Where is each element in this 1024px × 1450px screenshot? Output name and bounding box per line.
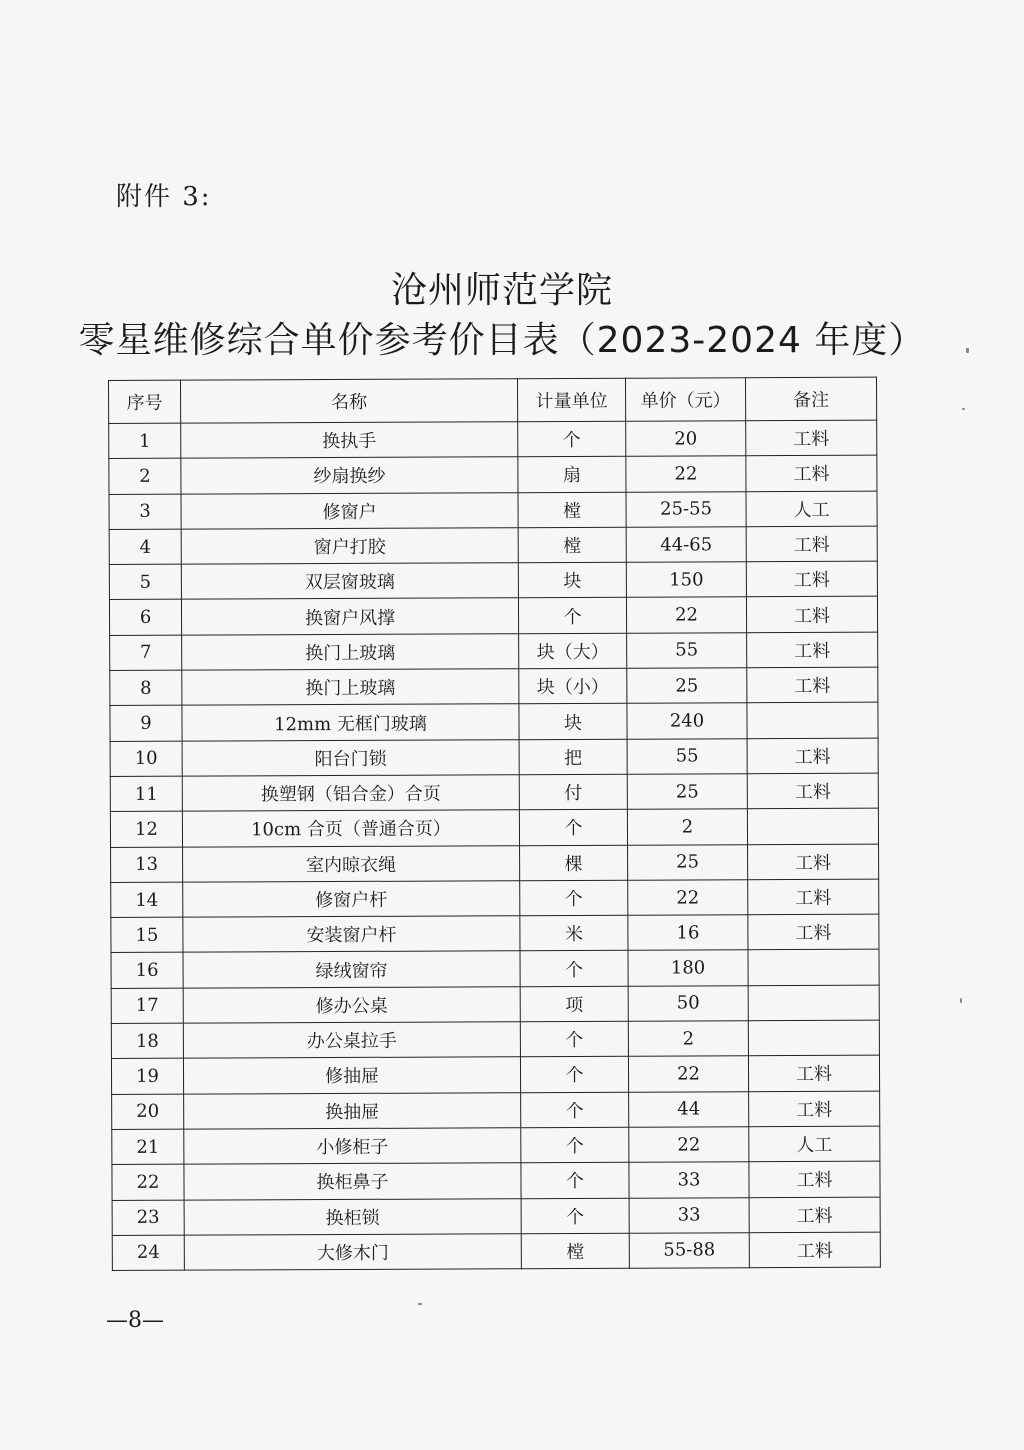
cell-remarks: 工料 (747, 738, 878, 774)
cell-remarks: 人工 (746, 491, 877, 527)
document-title-institution: 沧州师范学院 (390, 270, 613, 311)
cell-remarks (748, 985, 879, 1021)
table-row (111, 1020, 879, 1059)
cell-unit: 付 (519, 774, 627, 810)
cell-item-name: 换窗户风撑 (181, 598, 518, 635)
cell-serial-number: 20 (112, 1094, 184, 1130)
header-unit: 计量单位 (517, 378, 625, 421)
cell-item-name: 大修木门 (184, 1234, 521, 1271)
cell-remarks: 工料 (746, 526, 877, 562)
cell-remarks (748, 950, 879, 986)
cell-serial-number: 19 (111, 1059, 183, 1095)
cell-item-name: 绿绒窗帘 (183, 951, 520, 988)
cell-remarks: 工料 (749, 1232, 880, 1268)
table-row (111, 914, 879, 953)
cell-serial-number: 10 (110, 741, 182, 777)
table-row (109, 491, 877, 530)
cell-unit: 块 (518, 562, 626, 598)
scan-speck (418, 1303, 422, 1305)
table-row (110, 738, 878, 777)
cell-item-name: 换抽屉 (184, 1092, 521, 1129)
cell-remarks: 工料 (747, 632, 878, 668)
table-row (110, 667, 878, 706)
cell-item-name: 换柜鼻子 (184, 1163, 521, 1200)
cell-unit-price: 16 (628, 915, 748, 951)
cell-item-name: 小修柜子 (184, 1128, 521, 1165)
cell-unit-price: 240 (627, 703, 747, 739)
cell-serial-number: 6 (109, 600, 181, 636)
cell-unit-price: 150 (626, 562, 746, 598)
table-row (111, 844, 879, 883)
cell-item-name: 换柜锁 (184, 1198, 521, 1235)
cell-serial-number: 9 (110, 706, 182, 742)
cell-unit: 把 (519, 739, 627, 775)
cell-serial-number: 22 (112, 1164, 184, 1200)
cell-item-name: 阳台门锁 (182, 739, 519, 776)
cell-remarks: 工料 (747, 667, 878, 703)
cell-serial-number: 3 (109, 494, 181, 530)
cell-unit-price: 44-65 (626, 527, 746, 563)
scan-speck (960, 998, 962, 1003)
cell-serial-number: 16 (111, 953, 183, 989)
cell-unit: 个 (521, 1162, 629, 1198)
cell-item-name: 修窗户 (181, 492, 518, 529)
table-row (109, 526, 877, 565)
header-remarks: 备注 (745, 377, 876, 421)
cell-item-name: 室内晾衣绳 (183, 845, 520, 882)
cell-serial-number: 2 (109, 458, 181, 494)
cell-serial-number: 7 (110, 635, 182, 671)
cell-serial-number: 11 (110, 776, 182, 812)
table-row (111, 985, 879, 1024)
cell-unit: 棵 (520, 845, 628, 881)
cell-item-name: 换门上玻璃 (182, 633, 519, 670)
cell-unit-price: 55-88 (629, 1233, 749, 1269)
cell-unit-price: 2 (628, 1021, 748, 1057)
cell-item-name: 纱扇换纱 (181, 457, 518, 494)
table-row (112, 1197, 880, 1236)
cell-item-name: 12mm 无框门玻璃 (182, 704, 519, 741)
table-row (110, 808, 878, 847)
cell-remarks: 工料 (749, 1161, 880, 1197)
cell-remarks: 工料 (748, 879, 879, 915)
table-row (112, 1126, 880, 1165)
cell-item-name: 换塑钢（铝合金）合页 (182, 775, 519, 812)
cell-item-name: 换执手 (181, 422, 518, 459)
cell-serial-number: 21 (112, 1129, 184, 1165)
cell-item-name: 办公桌拉手 (183, 1022, 520, 1059)
cell-serial-number: 24 (112, 1235, 184, 1271)
table-row (111, 879, 879, 918)
table-row (110, 632, 878, 671)
cell-remarks: 工料 (746, 420, 877, 456)
cell-serial-number: 12 (110, 811, 182, 847)
cell-remarks: 人工 (749, 1126, 880, 1162)
cell-unit: 樘 (521, 1233, 629, 1269)
cell-unit-price: 22 (628, 1056, 748, 1092)
table-row (112, 1161, 880, 1200)
table-row (111, 1055, 879, 1094)
scan-speck (966, 348, 969, 353)
document-title-price-list: 零星维修综合单价参考价目表（2023-2024 年度） (78, 320, 926, 361)
cell-unit-price: 20 (626, 421, 746, 457)
cell-unit: 米 (520, 915, 628, 951)
cell-unit: 樘 (518, 492, 626, 528)
cell-remarks: 工料 (746, 455, 877, 491)
cell-unit-price: 44 (629, 1091, 749, 1127)
cell-serial-number: 4 (109, 529, 181, 565)
cell-unit: 块（大） (519, 633, 627, 669)
table-row (110, 773, 878, 812)
cell-unit-price: 22 (626, 456, 746, 492)
cell-unit: 个 (521, 1198, 629, 1234)
cell-remarks: 工料 (748, 914, 879, 950)
table-row (109, 597, 877, 636)
cell-unit: 个 (520, 1021, 628, 1057)
cell-unit: 樘 (518, 527, 626, 563)
cell-serial-number: 17 (111, 988, 183, 1024)
cell-unit: 个 (520, 1057, 628, 1093)
cell-remarks: 工料 (747, 773, 878, 809)
cell-unit-price: 22 (628, 880, 748, 916)
table-row (112, 1091, 880, 1130)
table-row (111, 950, 879, 989)
cell-serial-number: 23 (112, 1200, 184, 1236)
cell-remarks (748, 1020, 879, 1056)
table-row (112, 1232, 880, 1271)
cell-unit: 个 (520, 951, 628, 987)
cell-item-name: 修窗户杆 (183, 881, 520, 918)
cell-unit: 个 (521, 1092, 629, 1128)
cell-remarks: 工料 (749, 1197, 880, 1233)
cell-item-name: 安装窗户杆 (183, 916, 520, 953)
cell-serial-number: 13 (111, 847, 183, 883)
table-row (109, 420, 877, 459)
cell-unit-price: 22 (629, 1127, 749, 1163)
cell-item-name: 修办公桌 (183, 986, 520, 1023)
cell-serial-number: 8 (110, 670, 182, 706)
cell-unit: 个 (518, 421, 626, 457)
cell-unit: 个 (521, 1127, 629, 1163)
scan-speck (962, 408, 965, 410)
cell-remarks: 工料 (749, 1091, 880, 1127)
cell-unit-price: 25 (628, 844, 748, 880)
cell-unit: 个 (518, 598, 626, 634)
table-row (109, 455, 877, 494)
cell-unit: 块 (519, 704, 627, 740)
header-serial-number: 序号 (109, 380, 181, 423)
cell-unit-price: 55 (627, 632, 747, 668)
cell-unit: 项 (520, 986, 628, 1022)
cell-unit-price: 25-55 (626, 491, 746, 527)
cell-unit-price: 50 (628, 985, 748, 1021)
cell-remarks: 工料 (746, 561, 877, 597)
cell-serial-number: 1 (109, 423, 181, 459)
cell-item-name: 双层窗玻璃 (181, 563, 518, 600)
cell-unit: 个 (520, 880, 628, 916)
table-row (109, 561, 877, 600)
attachment-label: 附件 3: (116, 182, 212, 212)
cell-unit-price: 2 (627, 809, 747, 845)
header-item-name: 名称 (181, 379, 518, 423)
cell-unit: 块（小） (519, 668, 627, 704)
cell-remarks (747, 703, 878, 739)
cell-serial-number: 18 (111, 1023, 183, 1059)
cell-unit: 扇 (518, 457, 626, 493)
cell-remarks (747, 808, 878, 844)
table-row (110, 703, 878, 742)
cell-serial-number: 14 (111, 882, 183, 918)
cell-unit-price: 55 (627, 738, 747, 774)
cell-remarks: 工料 (748, 1055, 879, 1091)
cell-remarks: 工料 (748, 844, 879, 880)
cell-item-name: 窗户打胶 (181, 528, 518, 565)
price-table (108, 377, 881, 1271)
cell-unit-price: 180 (628, 950, 748, 986)
table-header-row (109, 377, 877, 423)
page-number: —8— (106, 1308, 164, 1333)
header-unit-price: 单价（元） (625, 378, 745, 422)
cell-serial-number: 5 (109, 564, 181, 600)
cell-remarks: 工料 (746, 597, 877, 633)
cell-unit: 个 (519, 810, 627, 846)
cell-item-name: 换门上玻璃 (182, 669, 519, 706)
cell-unit-price: 25 (627, 774, 747, 810)
cell-item-name: 修抽屉 (183, 1057, 520, 1094)
cell-unit-price: 33 (629, 1197, 749, 1233)
cell-unit-price: 25 (627, 668, 747, 704)
cell-unit-price: 22 (626, 597, 746, 633)
cell-serial-number: 15 (111, 917, 183, 953)
cell-unit-price: 33 (629, 1162, 749, 1198)
cell-item-name: 10cm 合页（普通合页） (182, 810, 519, 847)
